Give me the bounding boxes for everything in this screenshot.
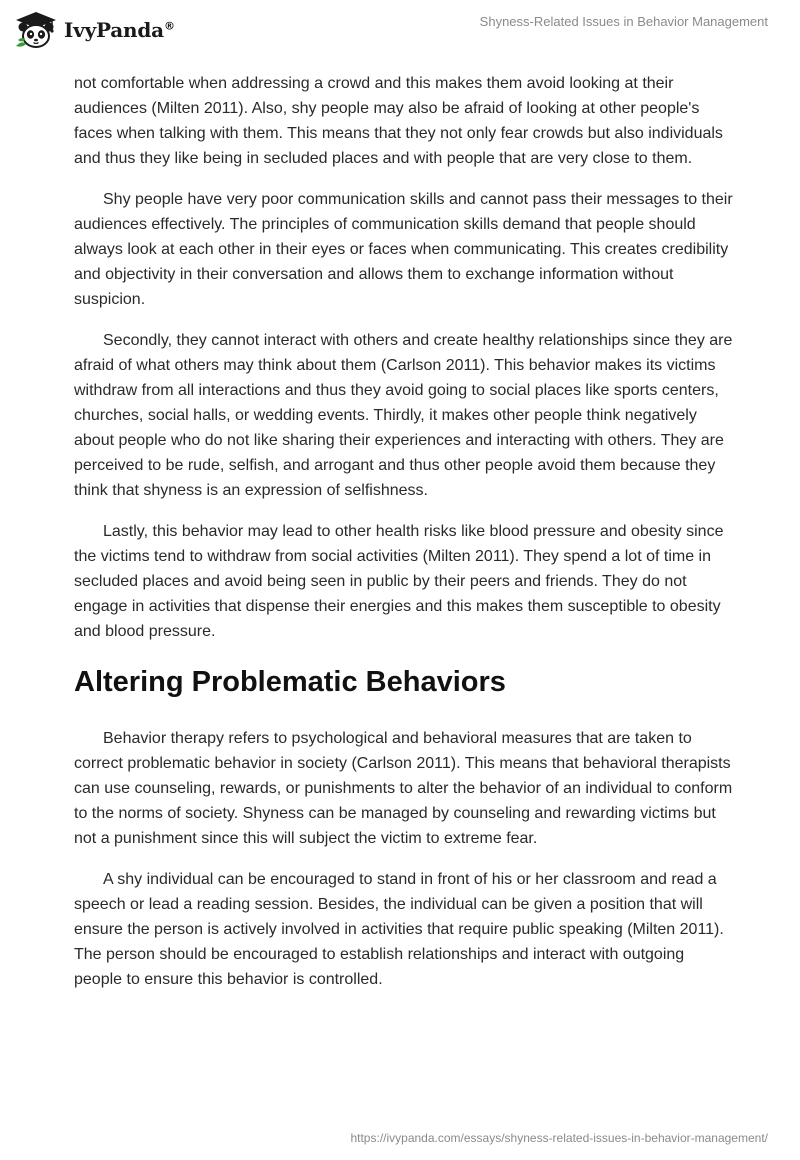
paragraph: Secondly, they cannot interact with others and create healthy relationships since they are afraid of what others may think about them (Carlson 2011). This behavior makes its victims withdraw from all interactions and thus they avoid going to social places like sports centers, churches, social halls, or wedding events. Thirdly, it makes other people think negatively about people who do not like sharing their experiences and interacting with others. They are perceived to be rude, selfish, and arrogant and thus other people avoid them because they think that shyness is an expression of selfishness.	[74, 332, 733, 499]
source-url-link[interactable]: https://ivypanda.com/essays/shyness-related-issues-in-behavior-management/	[350, 1131, 768, 1145]
brand-name: IvyPanda®	[64, 18, 175, 42]
page-header	[0, 0, 800, 62]
section-heading: Altering Problematic Behaviors	[74, 666, 506, 698]
document-title: Shyness-Related Issues in Behavior Management	[479, 14, 768, 29]
paragraph: A shy individual can be encouraged to stand in front of his or her classroom and read a speech or lead a reading session. Besides, the individual can be given a position that will ensure the person is actively involved in activities that require public speaking (Milten 2011). The person should be encouraged to establish relationships and interact with outgoing people to ensure this behavior is controlled.	[74, 871, 724, 988]
paragraph: Behavior therapy refers to psychological and behavioral measures that are taken to correct problematic behavior in society (Carlson 2011). This means that behavioral therapists can use counseling, rewards, or punishments to alter the behavior of an individual to conform to the norms of society. Shyness can be managed by counseling and rewarding victims but not a punishment since this will subject the victim to extreme fear.	[74, 730, 733, 847]
panda-graduation-icon	[14, 10, 58, 50]
registered-mark: ®	[163, 19, 175, 33]
paragraph: Lastly, this behavior may lead to other health risks like blood pressure and obesity since the victims tend to withdraw from social activities (Milten 2011). They spend a lot of time in secluded places and avoid being seen in public by their peers and friends. They do not engage in activities that dispense their energies and this makes them susceptible to obesity and blood pressure.	[74, 523, 724, 640]
ivypanda-logo[interactable]	[14, 10, 175, 50]
paragraph: Shy people have very poor communication skills and cannot pass their messages to their audiences effectively. The principles of communication skills demand that people should always look at each other in their eyes or faces when communicating. This creates credibility and objectivity in their conversation and allows them to exchange information without suspicion.	[74, 191, 733, 308]
paragraph: not comfortable when addressing a crowd and this makes them avoid looking at their audiences (Milten 2011). Also, shy people may also be afraid of looking at other people's faces when talking with them. This means that they not only fear crowds but also individuals and thus they like being in secluded places and with people that are very close to them.	[74, 75, 723, 167]
essay-body	[74, 71, 734, 1008]
